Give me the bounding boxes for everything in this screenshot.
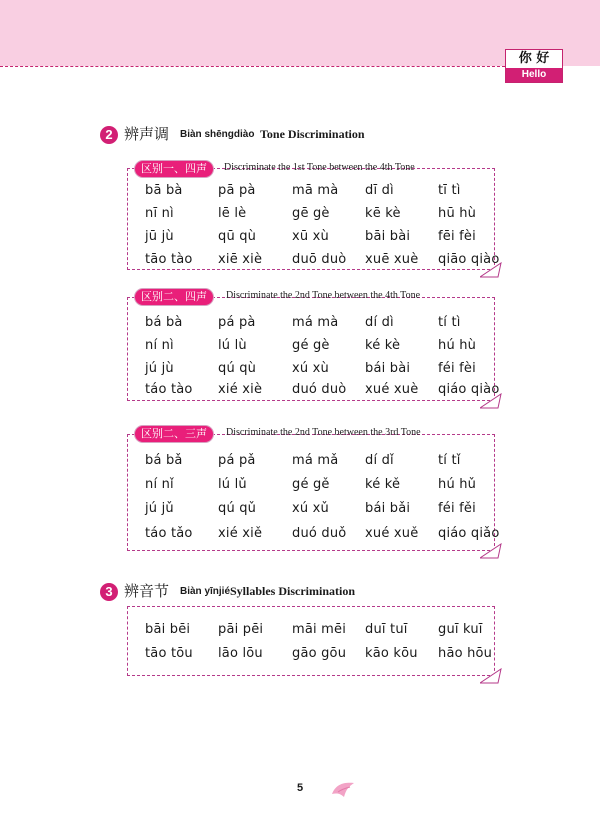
section-2-heading [100,124,400,148]
syllable-pair: ké kè [365,338,401,353]
drill-row [145,645,505,663]
syllable-pair: má mà [292,315,339,330]
syllable-pair: xié xiě [218,526,263,541]
drill-row [145,205,505,223]
syllable-pair: xú xǔ [292,501,329,516]
syllable-pair: tāo tōu [145,646,193,661]
drill-row [145,314,505,332]
drill-row [145,621,505,639]
syllable-pair: fēi fèi [438,229,476,244]
syllable-pair: xū xù [292,229,329,244]
syllable-pair: féi fěi [438,501,476,516]
syllable-pair: duī tuī [365,622,408,637]
lesson-tab [505,49,563,83]
section-title-pinyin: Biàn shēngdiào [180,129,255,140]
syllable-pair: hú hù [438,338,477,353]
syllable-pair: bá bà [145,315,183,330]
drill-row [145,228,505,246]
syllable-pair: duó duǒ [292,526,347,541]
syllable-pair: lē lè [218,206,247,221]
syllable-pair: tí tì [438,315,461,330]
drill-row [145,525,505,543]
drill-row [145,337,505,355]
syllable-pair: tí tǐ [438,453,461,468]
drill-row [145,452,505,470]
syllable-pair: qú qǔ [218,501,257,516]
drill-row [145,476,505,494]
syllable-pair: kāo kōu [365,646,418,661]
drill-row [145,360,505,378]
syllable-pair: lú lǔ [218,477,247,492]
syllable-pair: lāo lōu [218,646,263,661]
syllable-pair: má mǎ [292,453,339,468]
syllable-pair: hú hǔ [438,477,477,492]
syllable-pair: gē gè [292,206,330,221]
page-number: 5 [296,782,304,794]
syllable-pair: māi mēi [292,622,347,637]
syllable-pair: pá pǎ [218,453,256,468]
section-title-en: Syllables Discrimination [230,584,356,598]
syllable-pair: qú qù [218,361,257,376]
section-title-cn: 辨声调 [124,126,170,143]
section-3-heading [100,581,440,605]
drill-row [145,500,505,518]
drill-row [145,381,505,399]
syllable-pair: gāo gōu [292,646,347,661]
section-title-en: Tone Discrimination [260,127,365,141]
syllable-pair: gé gè [292,338,330,353]
syllable-pair: hāo hōu [438,646,493,661]
syllable-pair: nī nì [145,206,174,221]
section-number-badge: 3 [100,583,118,601]
syllable-pair: pā pà [218,183,256,198]
syllable-pair: tāo tào [145,252,193,267]
syllable-pair: duó duò [292,382,347,397]
group-label-pill: 区别二、四声 [134,288,214,306]
syllable-pair: dī dì [365,183,394,198]
syllable-pair: dí dǐ [365,453,394,468]
syllable-pair: xié xiè [218,382,263,397]
drill-row [145,182,505,200]
syllable-pair: gé gě [292,477,330,492]
syllable-pair: bá bǎ [145,453,183,468]
syllable-pair: xué xuě [365,526,419,541]
syllable-pair: táo tào [145,382,193,397]
syllable-pair: pá pà [218,315,256,330]
syllable-pair: ní nǐ [145,477,174,492]
syllable-pair: dí dì [365,315,394,330]
group-label-pill: 区别一、四声 [134,160,214,178]
group-label-pill: 区别二、三声 [134,425,214,443]
syllable-pair: guī kuī [438,622,483,637]
folded-corner-icon [480,668,502,684]
syllable-pair: jú jù [145,361,174,376]
group-description: Discriminate the 2nd Tone between the 4th Tone [226,290,421,301]
syllable-pair: mā mà [292,183,339,198]
drill-row [145,251,505,269]
syllable-pair: xué xuè [365,382,419,397]
lesson-title-en: Hello [506,68,562,82]
syllable-pair: qiáo qiǎo [438,526,500,541]
syllable-pair: kē kè [365,206,401,221]
group-description: Discriminate the 1st Tone between the 4th Tone [224,162,415,173]
butterfly-ornament-icon [330,780,356,800]
section-number-badge: 2 [100,126,118,144]
folded-corner-icon [480,543,502,559]
syllable-pair: ní nì [145,338,174,353]
syllable-pair: bā bà [145,183,183,198]
lesson-title-cn: 你 好 [518,51,550,66]
syllable-pair: xú xù [292,361,329,376]
syllable-pair: bái bài [365,361,411,376]
syllable-pair: bái bǎi [365,501,411,516]
syllable-pair: xiē xiè [218,252,263,267]
header-dashed-rule [0,66,505,67]
syllable-pair: bāi bēi [145,622,191,637]
syllable-pair: féi fèi [438,361,476,376]
section-title-cn: 辨音节 [124,583,170,600]
syllable-pair: bāi bài [365,229,411,244]
syllable-pair: qiáo qiào [438,382,500,397]
syllable-pair: duō duò [292,252,347,267]
syllable-pair: xuē xuè [365,252,419,267]
syllable-pair: hū hù [438,206,477,221]
syllable-pair: ké kě [365,477,401,492]
syllable-pair: pāi pēi [218,622,264,637]
syllable-pair: tī tì [438,183,461,198]
syllable-pair: lú lù [218,338,247,353]
drill-box-syllables [127,606,495,676]
syllable-pair: qū qù [218,229,257,244]
syllable-pair: táo tǎo [145,526,193,541]
group-description: Discriminate the 2nd Tone between the 3rd Tone [226,427,421,438]
syllable-pair: jú jǔ [145,501,174,516]
syllable-pair: qiāo qiào [438,252,500,267]
section-title-pinyin: Biàn yīnjié [180,586,231,597]
syllable-pair: jū jù [145,229,174,244]
